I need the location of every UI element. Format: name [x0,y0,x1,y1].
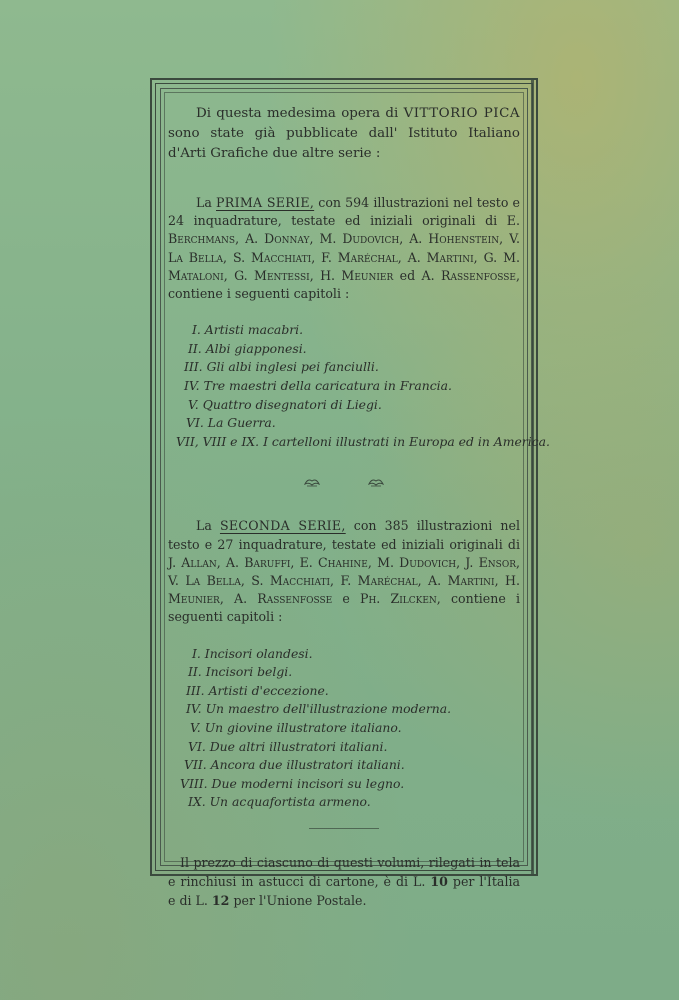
author-name: VITTORIO PICA [403,106,520,121]
chapter-item [176,433,550,452]
chapter-item [176,414,520,433]
chapter-title: Due moderni incisori su legno. [211,775,405,791]
first-series-prefix: La [196,195,217,210]
italy-price: 10 [430,873,448,889]
chapter-number: I. [192,322,201,338]
chapter-number: III. [184,359,203,375]
chapter-title: Un acquafortista armeno. [209,794,371,810]
price-text-b: per l'Italia e di L. [168,873,521,908]
chapter-item [176,396,520,415]
chapter-item [184,738,520,757]
price-text-c: per l'Unione Postale. [229,892,367,908]
short-rule-divider [309,828,379,829]
second-series-paragraph [168,517,520,626]
chapter-number: III. [186,682,205,698]
chapter-title: Quattro disegnatori di Liegi. [202,396,382,412]
ornament-divider [168,473,520,491]
chapter-item [184,700,520,719]
chapter-number: VII, VIII e IX. [176,433,260,449]
chapter-title: La Guerra. [207,415,276,431]
chapter-item [184,756,520,775]
chapter-number: I. [192,645,201,661]
price-text-a: Il prezzo di ciascuno di questi volumi, rilegati in tela e rinchiusi in astucci di cartone, è di L. [168,854,520,889]
chapter-title: Un giovine illustratore italiano. [204,719,402,735]
intro-text-b: sono state già pubblicate dall' Istituto Italiano d'Arti Grafiche due altre serie : [168,126,520,161]
postal-price: 12 [211,892,230,908]
chapter-item [176,377,520,396]
chapter-number: IV. [184,378,200,393]
frame-right-rule [531,78,534,876]
second-series-text-c: , contiene i seguenti capitoli : [168,591,520,625]
first-series-text-c: , contiene i seguenti capitoli : [168,267,520,302]
chapter-item [180,775,520,794]
second-series-text-a: con 385 illustrazioni nel testo e 27 inquadrature, testate ed iniziali originali di [168,518,521,552]
chapter-number: II. [188,664,202,680]
second-series-artist-last: Ph. Zilcken [359,591,437,607]
chapter-title: Incisori olandesi. [204,645,313,661]
first-series-text-b: ed [393,267,422,283]
chapter-title: Gli albi inglesi pei fanciulli. [206,359,379,375]
intro-text-a: Di questa medesima opera di [196,106,404,121]
price-paragraph [168,853,520,910]
first-series-chapter-list [176,321,550,451]
chapter-title: Un maestro dell'illustrazione moderna. [205,701,452,717]
first-series-artists: E. Berchmans, A. Donnay, M. Dudovich, A. Hohenstein, V. La Bella, S. Macchiati, F. Maréchal, A. Martini, G. M. Mataloni, G. Mentessi, H. Meunier [168,213,520,283]
chapter-item [184,645,520,664]
chapter-item [184,793,520,812]
chapter-title: Tre maestri della caricatura in Francia. [203,378,452,393]
chapter-title: Artisti macabri. [204,322,304,338]
chapter-number: VII. [184,757,207,773]
chapter-number: IV. [186,701,202,717]
chapter-number: V. [188,396,199,412]
chapter-title: Due altri illustratori italiani. [209,738,388,754]
second-series-artists: J. Allan, A. Baruffi, E. Chahine, M. Dudovich, J. Ensor, V. La Bella, S. Macchiati, F. Maréchal, A. Martini, H. Meunier, A. Rassenfosse [168,554,520,607]
second-series-chapter-list [180,645,520,812]
chapter-item [176,340,520,359]
chapter-number: VI. [186,415,204,431]
intro-paragraph [168,104,520,164]
first-series-artist-last: A. Rassenfosse [421,267,516,283]
first-series-text-a: con 594 illustrazioni nel testo e 24 inquadrature, testate ed iniziali originali di [168,195,520,229]
chapter-title: Artisti d'eccezione. [208,682,329,698]
chapter-item [184,682,520,701]
chapter-item [184,719,520,738]
leaf-ornament-icon [368,477,384,487]
first-series-paragraph [168,194,520,303]
text-block [168,104,550,910]
leaf-ornament-icon [304,477,320,487]
chapter-item [176,358,520,377]
chapter-title: Ancora due illustratori italiani. [210,757,405,773]
chapter-number: VIII. [180,775,208,791]
chapter-title: Albi giapponesi. [205,340,307,356]
chapter-number: VI. [188,738,206,754]
chapter-number: V. [190,719,201,735]
chapter-item [184,663,520,682]
second-series-prefix: La [196,518,220,534]
chapter-number: II. [188,340,202,356]
second-series-heading: SECONDA SERIE, [219,518,346,534]
chapter-item [176,321,520,340]
chapter-number: IX. [188,794,206,810]
chapter-title: Incisori belgi. [205,664,293,680]
first-series-heading: PRIMA SERIE, [216,195,315,210]
second-series-text-b: e [332,591,360,607]
chapter-title: I cartelloni illustrati in Europa ed in America. [263,433,550,449]
